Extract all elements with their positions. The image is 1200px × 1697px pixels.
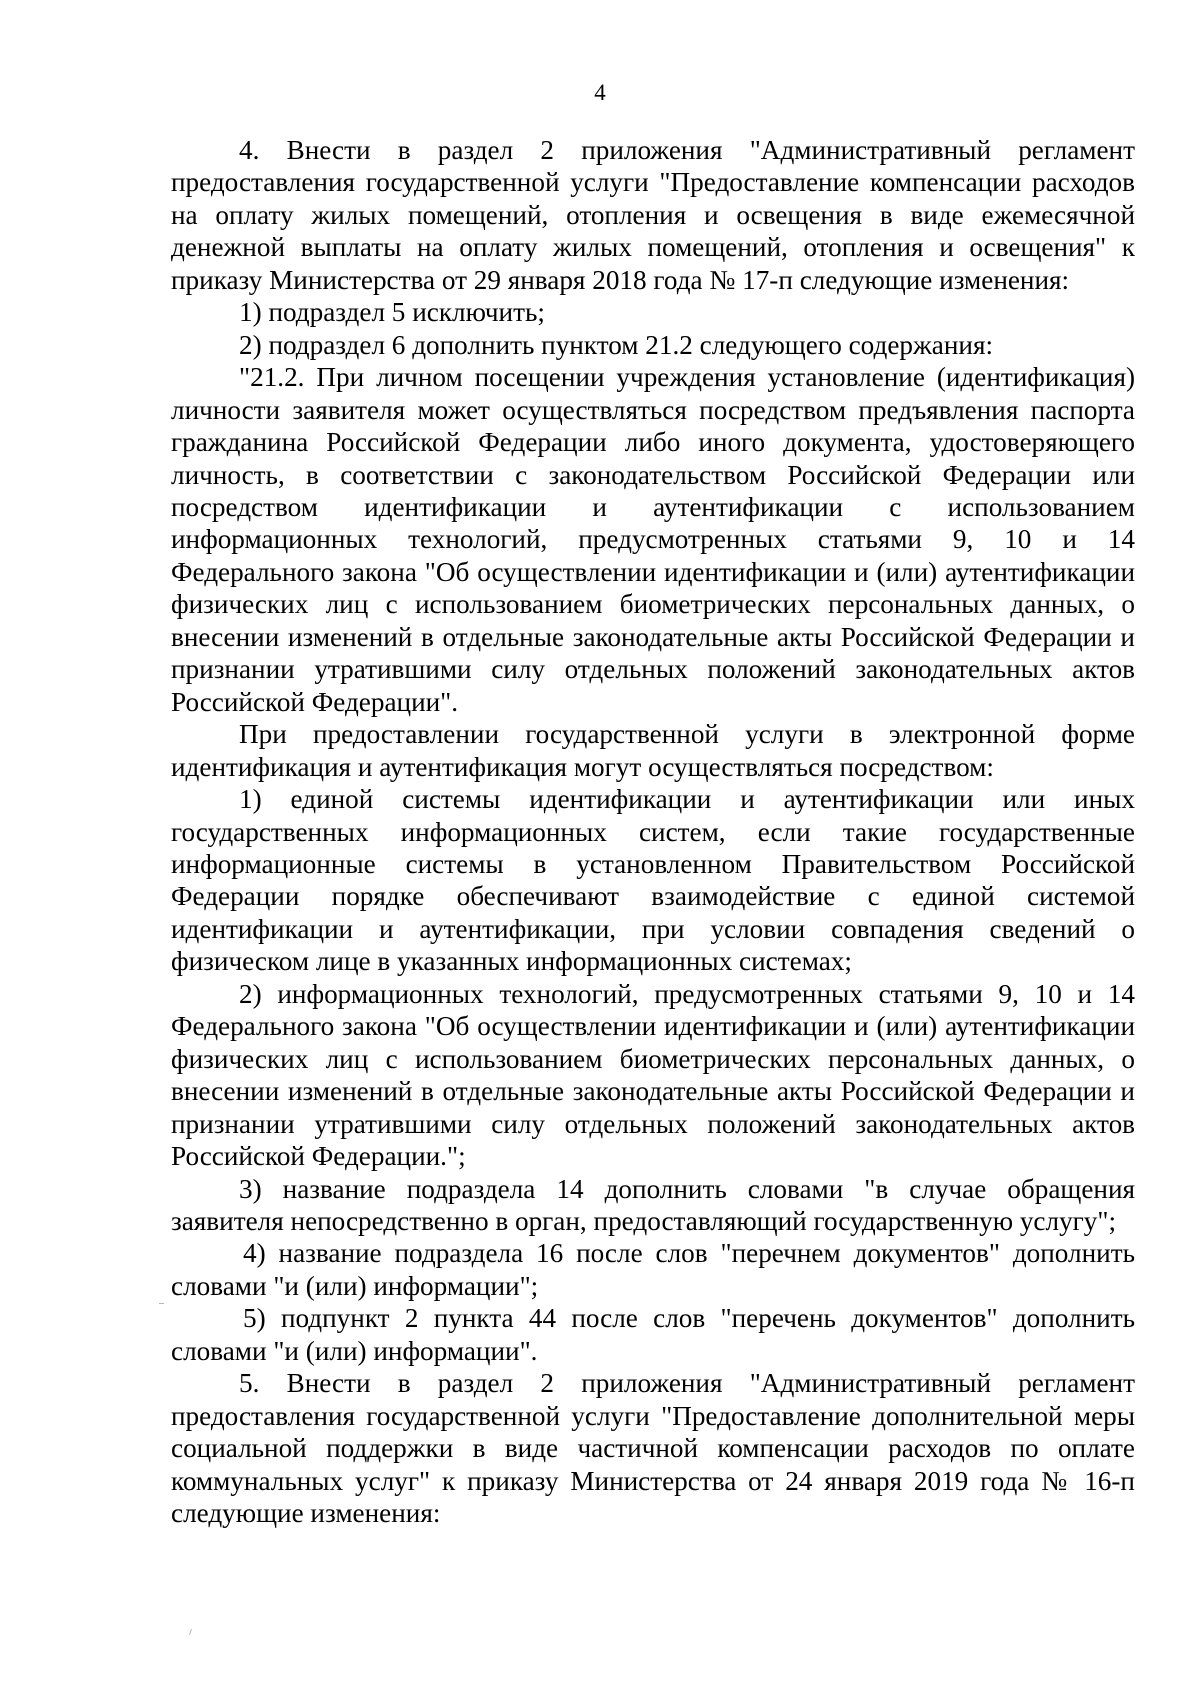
paragraph-electronic-option-1: 1) единой системы идентификации и аутентификации или иных государственных информационных систем, если такие государственные информационные системы в установленном Правительством Российской Федерации порядке обеспечивают взаимодействие с единой системой идентификации и аутентификации, при условии совпадения сведений о физическом лице в указанных информационных системах; — [171, 784, 1135, 977]
paragraph-subitem-4: 4) название подраздела 16 после слов "перечнем документов" дополнить словами "и (или) информации"; — [171, 1238, 1135, 1301]
scan-mark — [159, 1303, 164, 1304]
paragraph-subitem-5: 5) подпункт 2 пункта 44 после слов "перечень документов" дополнить словами "и (или) информации". — [171, 1303, 1135, 1366]
scan-mark — [189, 1629, 192, 1635]
paragraph-item-4: 4. Внести в раздел 2 приложения "Административный регламент предоставления государственной услуги "Предоставление компенсации расходов на оплату жилых помещений, отопления и освещения в виде ежемесячной денежной выплаты на оплату жилых помещений, отопления и освещения" к приказу Министерства от 29 января 2018 года № 17-п следующие изменения: — [171, 135, 1135, 295]
paragraph-subitem-3: 3) название подраздела 14 дополнить словами "в случае обращения заявителя непосредственно в орган, предоставляющий государственную услугу"; — [171, 1173, 1135, 1236]
page-number: 4 — [594, 80, 606, 105]
paragraph-electronic-form: При предоставлении государственной услуги в электронной форме идентификация и аутентификация могут осуществляться посредством: — [171, 719, 1135, 782]
paragraph-item-5: 5. Внести в раздел 2 приложения "Административный регламент предоставления государственной услуги "Предоставление дополнительной меры социальной поддержки в виде частичной компенсации расходов по оплате коммунальных услуг" к приказу Министерства от 24 января 2019 года № 16-п следующие изменения: — [171, 1368, 1135, 1529]
document-body — [171, 134, 1135, 1529]
paragraph-subitem-2: 2) подраздел 6 дополнить пунктом 21.2 следующего содержания: — [239, 329, 993, 360]
paragraph-subitem-1: 1) подраздел 5 исключить; — [239, 297, 545, 328]
paragraph-clause-21-2: "21.2. При личном посещении учреждения установление (идентификация) личности заявителя может осуществляться посредством предъявления паспорта гражданина Российской Федерации либо иного документа, удостоверяющего личность, в соответствии с законодательством Российской Федерации или посредством идентификации и аутентификации с использованием информационных технологий, предусмотренных статьями 9, 10 и 14 Федерального закона "Об осуществлении идентификации и (или) аутентификации физических лиц с использованием биометрических персональных данных, о внесении изменений в отдельные законодательные акты Российской Федерации и признании утратившими силу отдельных положений законодательных актов Российской Федерации". — [171, 362, 1135, 717]
paragraph-electronic-option-2: 2) информационных технологий, предусмотренных статьями 9, 10 и 14 Федерального закона "Об осуществлении идентификации и (или) аутентификации физических лиц с использованием биометрических персональных данных, о внесении изменений в отдельные законодательные акты Российской Федерации и признании утратившими силу отдельных положений законодательных актов Российской Федерации."; — [171, 978, 1135, 1172]
